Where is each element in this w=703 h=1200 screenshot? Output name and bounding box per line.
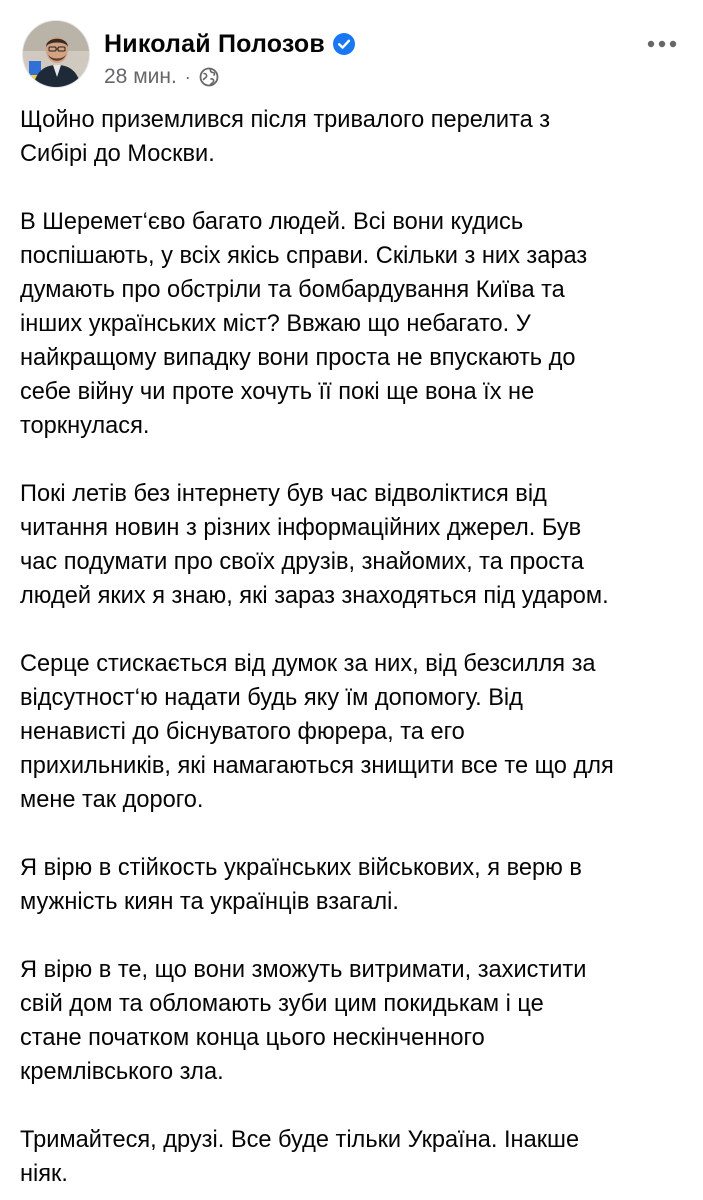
author-name[interactable]: Николай Полозов — [104, 29, 325, 58]
post-text-line: інших українських міст? Ввжаю що небагато. У — [20, 311, 531, 337]
post-paragraph — [20, 103, 690, 171]
verified-badge-icon — [333, 33, 355, 55]
post-text-line: читання новин з різних інформаційних джерел. Був — [20, 515, 582, 541]
more-horizontal-icon — [647, 40, 677, 48]
post-text-line: поспішають, у всіх якісь справи. Скільки з них зараз — [20, 243, 588, 269]
post-timestamp[interactable]: 28 мин. — [104, 65, 177, 88]
post-text-line: прихильників, які намагаються знищити все те що для — [20, 753, 614, 779]
author-avatar[interactable] — [22, 20, 90, 88]
post-text-line: Тримайтеся, друзі. Все буде тільки Україна. Інакше — [20, 1127, 580, 1153]
post-text-line: Сибірі до Москви. — [20, 141, 215, 167]
post-paragraph — [20, 1123, 690, 1191]
post-text-line: себе війну чи проте хочуть її покі ще вона їх не — [20, 379, 535, 405]
post-text-line: думають про обстріли та бомбардування Київа та — [20, 277, 565, 303]
post-text-line: Покі летів без інтернету був час відволіктися від — [20, 481, 547, 507]
post-text-line: торкнулася. — [20, 413, 150, 439]
post-paragraph — [20, 953, 690, 1089]
post-meta — [104, 64, 219, 90]
post-text-line: мене так дорого. — [20, 787, 204, 813]
author-name-row — [104, 27, 355, 61]
meta-separator: · — [184, 66, 191, 87]
post-text-line: свій дом та обломають зуби цим покидькам і це — [20, 991, 544, 1017]
post-text-line: Я вірю в стійкость українських військових, я верю в — [20, 855, 582, 881]
post-text-line: людей яких я знаю, які зараз знаходяться під ударом. — [20, 583, 609, 609]
post-text-line: кремлівського зла. — [20, 1059, 224, 1085]
post-text-line: Серце стискається від думок за них, від безсилля за — [20, 651, 596, 677]
post-paragraph — [20, 477, 690, 613]
post-text-line: ніяк. — [20, 1161, 68, 1187]
post-text-line: Щойно приземлився після тривалого перелита з — [20, 107, 551, 133]
post-header — [22, 20, 682, 92]
avatar-photo-icon — [23, 21, 90, 88]
post-text-line: мужність киян та українців взагалі. — [20, 889, 399, 915]
post-text-line: В Шеремет‘єво багато людей. Всі вони кудись — [20, 209, 524, 235]
post-text-line: відсутност‘ю надати будь яку їм допомогу. Від — [20, 685, 523, 711]
post-text-line: стане початком конца цього нескінченного — [20, 1025, 485, 1051]
globe-icon[interactable] — [199, 67, 219, 87]
post-text-line: найкращому випадку вони проста не впускають до — [20, 345, 576, 371]
post-paragraph — [20, 851, 690, 919]
post-text-line: ненависті до біснуватого фюрера, та его — [20, 719, 465, 745]
more-options-button[interactable] — [642, 30, 682, 58]
post-paragraph — [20, 205, 690, 443]
post-text-line: час подумати про своїх друзів, знайомих, та проста — [20, 549, 584, 575]
post-body — [20, 103, 690, 1200]
post-text-line: Я вірю в те, що вони зможуть витримати, захистити — [20, 957, 587, 983]
post-paragraph — [20, 647, 690, 817]
